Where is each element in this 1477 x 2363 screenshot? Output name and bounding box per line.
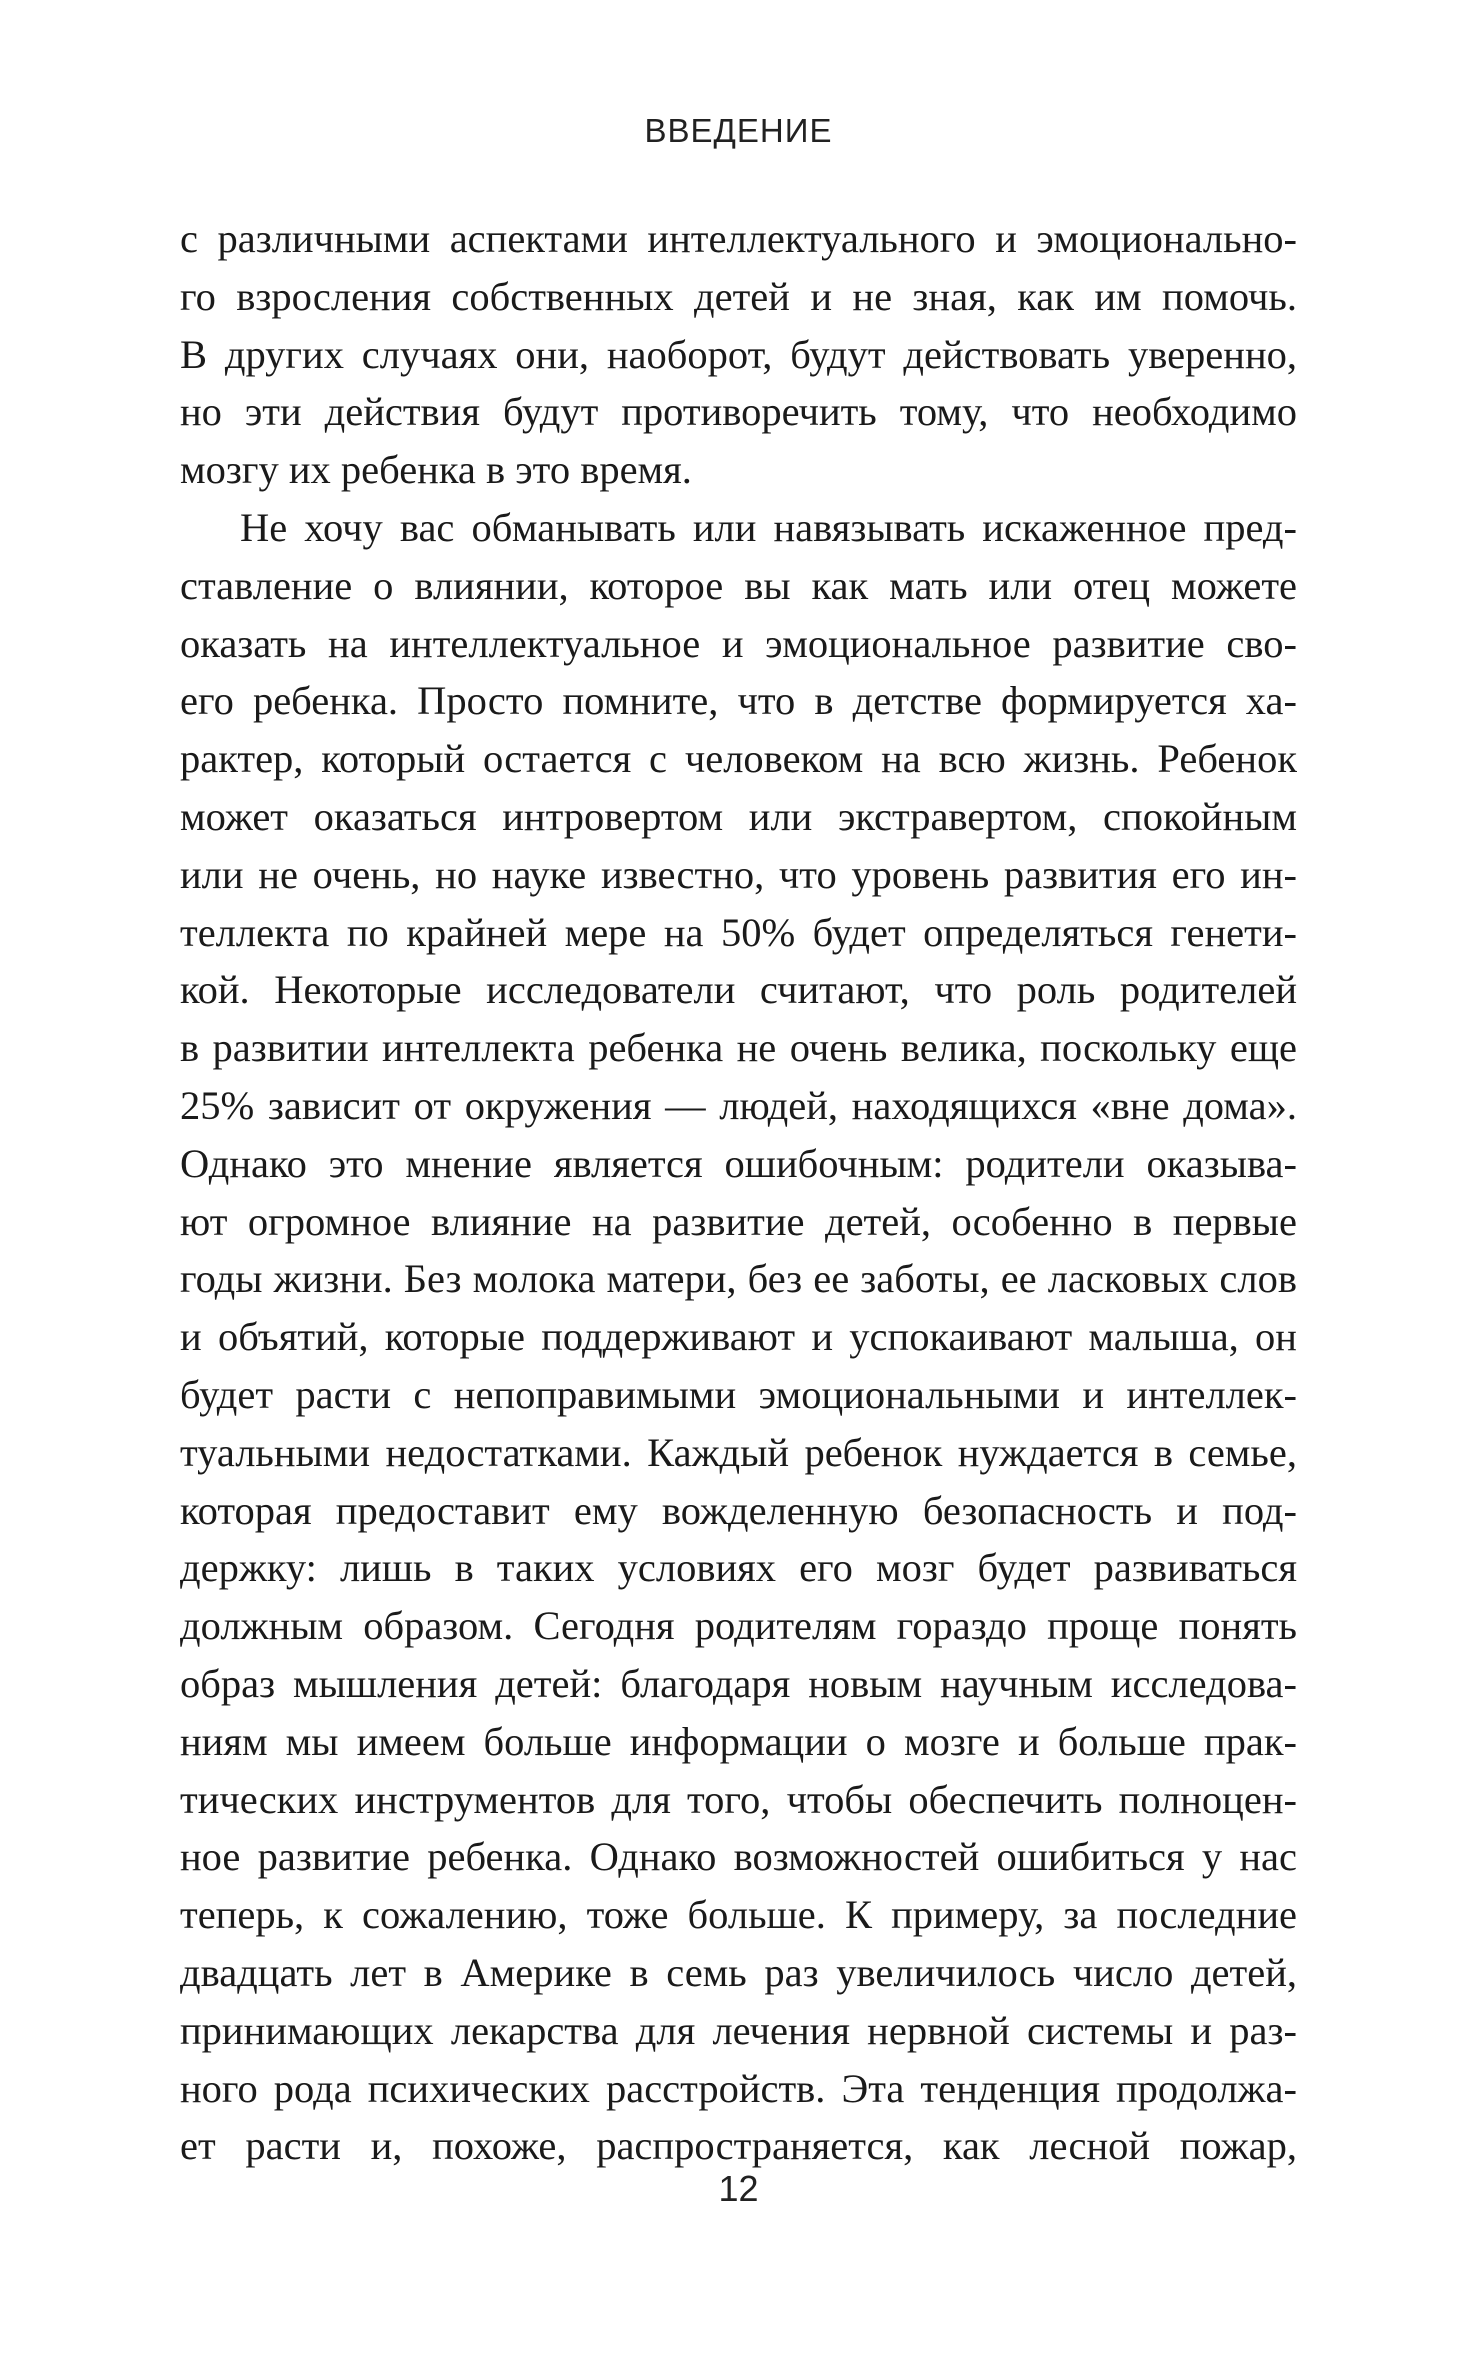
text-line: двадцать лет в Америке в семь раз увеличилось число детей, bbox=[180, 1949, 1297, 1995]
running-head: ВВЕДЕНИЕ bbox=[644, 112, 833, 149]
text-line: годы жизни. Без молока матери, без ее заботы, ее ласковых слов bbox=[180, 1256, 1297, 1302]
text-line: оказать на интеллектуальное и эмоциональное развитие сво- bbox=[180, 620, 1297, 666]
text-line: ного рода психических расстройств. Эта тенденция продолжа- bbox=[180, 2065, 1297, 2111]
page-number: 12 bbox=[718, 2168, 759, 2209]
text-line: ют огромное влияние на развитие детей, особенно в первые bbox=[180, 1198, 1297, 1244]
text-line: мозгу их ребенка в это время. bbox=[180, 447, 692, 493]
text-line: или не очень, но науке известно, что уровень развития его ин- bbox=[180, 851, 1297, 897]
text-line: ставление о влиянии, которое вы как мать или отец можете bbox=[180, 562, 1297, 608]
text-line: принимающих лекарства для лечения нервной системы и раз- bbox=[180, 2007, 1297, 2053]
text-line: в развитии интеллекта ребенка не очень велика, поскольку еще bbox=[180, 1025, 1297, 1071]
text-line: теллекта по крайней мере на 50% будет определяться генети- bbox=[180, 909, 1297, 955]
text-line: го взросления собственных детей и не зная, как им помочь. bbox=[180, 273, 1297, 319]
text-line: образ мышления детей: благодаря новым научным исследова- bbox=[180, 1660, 1297, 1706]
text-line: тических инструментов для того, чтобы обеспечить полноцен- bbox=[180, 1776, 1297, 1822]
text-line: туальными недостатками. Каждый ребенок нуждается в семье, bbox=[180, 1429, 1297, 1475]
text-line: держку: лишь в таких условиях его мозг будет развиваться bbox=[180, 1545, 1297, 1591]
text-line: с различными аспектами интеллектуального и эмоционально- bbox=[180, 216, 1297, 261]
text-line: ное развитие ребенка. Однако возможностей ошибиться у нас bbox=[180, 1834, 1297, 1880]
text-line: будет расти с непоправимыми эмоциональными и интеллек- bbox=[180, 1371, 1297, 1417]
text-line: но эти действия будут противоречить тому, что необходимо bbox=[180, 389, 1297, 435]
text-line: должным образом. Сегодня родителям гораздо проще понять bbox=[180, 1603, 1297, 1649]
paragraph-first-line: Не хочу вас обманывать или навязывать искаженное пред- bbox=[240, 504, 1297, 550]
text-line: кой. Некоторые исследователи считают, что роль родителей bbox=[180, 967, 1297, 1013]
text-line: может оказаться интровертом или экстравертом, спокойным bbox=[180, 793, 1297, 839]
text-line: 25% зависит от окружения — людей, находящихся «вне дома». bbox=[180, 1082, 1297, 1128]
text-line: ет расти и, похоже, распространяется, как лесной пожар, bbox=[180, 2123, 1297, 2169]
text-line: которая предоставит ему вожделенную безопасность и под- bbox=[180, 1487, 1297, 1533]
text-line: В других случаях они, наоборот, будут действовать уверенно, bbox=[180, 331, 1297, 377]
text-line: Однако это мнение является ошибочным: родители оказыва- bbox=[180, 1140, 1297, 1186]
body-text bbox=[180, 210, 1297, 2175]
text-line: рактер, который остается с человеком на всю жизнь. Ребенок bbox=[180, 736, 1297, 782]
text-line: ниям мы имеем больше информации о мозге и больше прак- bbox=[180, 1718, 1297, 1764]
text-line: его ребенка. Просто помните, что в детстве формируется ха- bbox=[180, 678, 1297, 724]
text-line: и объятий, которые поддерживают и успокаивают малыша, он bbox=[180, 1314, 1297, 1360]
text-line: теперь, к сожалению, тоже больше. К примеру, за последние bbox=[180, 1892, 1297, 1938]
